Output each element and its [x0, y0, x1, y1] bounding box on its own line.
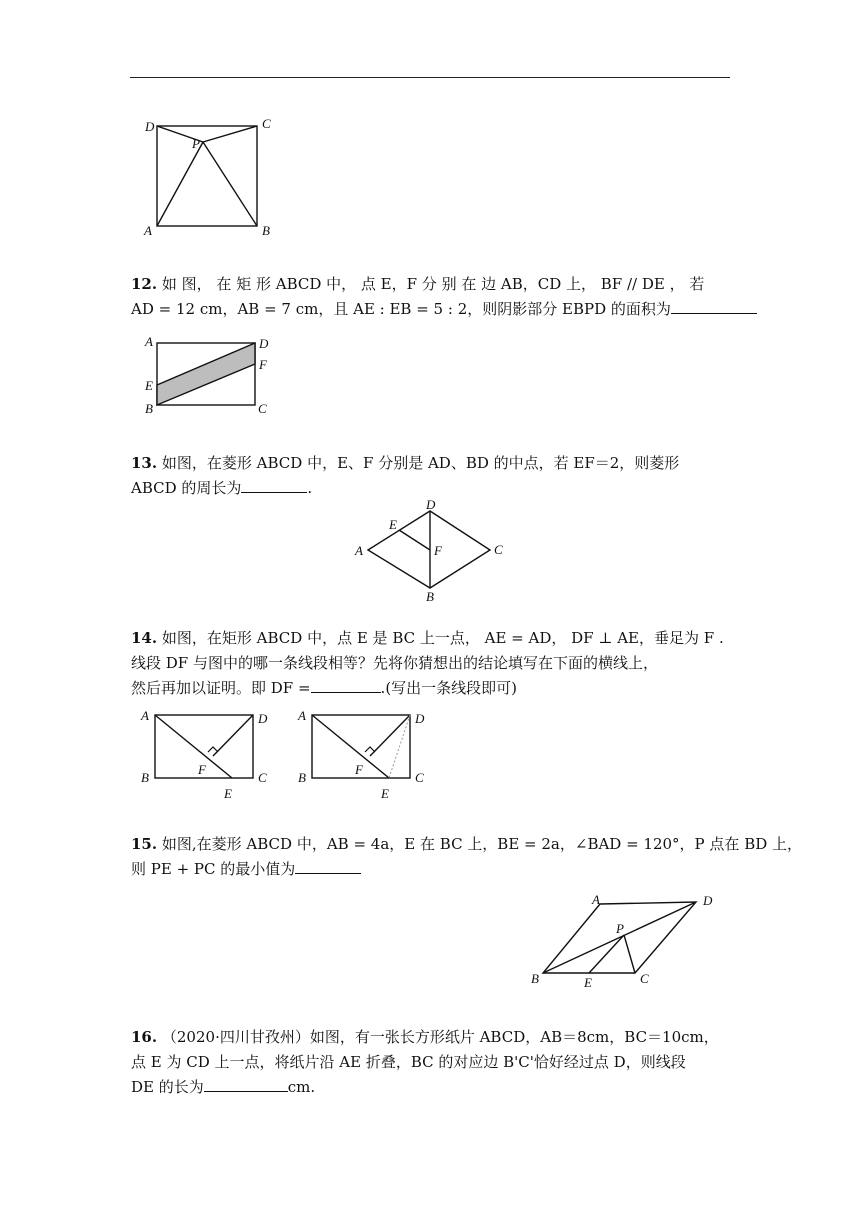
- label-C: C: [415, 770, 424, 785]
- label-F: F: [355, 762, 363, 777]
- header-rule: [130, 77, 730, 78]
- label-D: D: [258, 711, 268, 726]
- q15-number: 15.: [131, 835, 158, 853]
- q16-number: 16.: [131, 1028, 158, 1046]
- label-E: E: [224, 786, 232, 801]
- label-E: E: [145, 378, 153, 393]
- q12-answer-blank[interactable]: [671, 297, 757, 314]
- question-15: [131, 832, 803, 882]
- figure-q14-right: [295, 706, 435, 801]
- q16-line1: （2020·四川甘孜州）如图，有一张长方形纸片 ABCD，AB＝8cm，BC＝10cm，: [161, 1028, 719, 1046]
- label-B: B: [262, 223, 270, 238]
- label-B: B: [426, 589, 434, 604]
- q12-line2: AD = 12 cm，AB = 7 cm，且 AE : EB = 5 : 2，则阴影部分 EBPD 的面积为: [131, 300, 671, 318]
- q14-line3: 然后再加以证明。即 DF =: [131, 679, 311, 697]
- q13-number: 13.: [131, 454, 158, 472]
- q16-line3: DE 的长为: [131, 1078, 204, 1096]
- q14-number: 14.: [131, 629, 158, 647]
- label-P: P: [616, 921, 624, 936]
- label-D: D: [703, 893, 713, 908]
- q12-line1: 如 图， 在 矩 形 ABCD 中， 点 E，F 分 别 在 边 AB，CD 上， BF // DE ， 若: [161, 275, 705, 293]
- label-D: D: [145, 119, 155, 134]
- label-B: B: [531, 971, 539, 986]
- q14-answer-blank[interactable]: [311, 676, 381, 693]
- label-F: F: [198, 762, 206, 777]
- question-13: 13. 如图，在菱形 ABCD 中，E、F 分别是 AD、BD 的中点，若 EF＝2，则菱形 ABCD 的周长为 .: [131, 454, 680, 497]
- label-C: C: [494, 542, 503, 557]
- label-F: F: [434, 543, 442, 558]
- q16-answer-blank[interactable]: [204, 1075, 288, 1092]
- label-B: B: [141, 770, 149, 785]
- q13-answer-blank[interactable]: [241, 476, 307, 493]
- figure-q15-rhombus: [528, 890, 728, 995]
- label-B: B: [298, 770, 306, 785]
- label-D: D: [426, 497, 436, 512]
- label-E: E: [381, 786, 389, 801]
- label-F: F: [259, 357, 267, 372]
- label-D: D: [259, 336, 269, 351]
- q16-line2: 点 E 为 CD 上一点，将纸片沿 AE 折叠，BC 的对应边 B'C'恰好经过点 D，则线段: [131, 1053, 686, 1071]
- question-16: 16. （2020·四川甘孜州）如图，有一张长方形纸片 ABCD，AB＝8cm，BC＝10cm， 点 E 为 CD 上一点，将纸片沿 AE 折叠，BC 的对应边 B'C'恰好经过点 D，则线段 DE 的长为 cm.: [131, 1028, 719, 1096]
- label-A: A: [592, 892, 600, 907]
- label-A: A: [145, 334, 153, 349]
- label-A: A: [141, 708, 149, 723]
- label-D: D: [415, 711, 425, 726]
- q12-number: 12.: [131, 275, 158, 293]
- q13-line1: 如图，在菱形 ABCD 中，E、F 分别是 AD、BD 的中点，若 EF＝2，则菱形: [161, 454, 680, 472]
- q15-answer-blank[interactable]: [295, 857, 361, 874]
- label-C: C: [640, 971, 649, 986]
- label-E: E: [389, 517, 397, 532]
- label-A: A: [298, 708, 306, 723]
- label-P: P: [192, 136, 200, 151]
- label-A: A: [144, 223, 152, 238]
- q15-line1: 如图,在菱形 ABCD 中，AB = 4a，E 在 BC 上，BE = 2a，∠BAD = 120°，P 点在 BD 上，: [161, 835, 803, 853]
- label-C: C: [258, 401, 267, 416]
- q14-line2: 线段 DF 与图中的哪一条线段相等？先将你猜想出的结论填写在下面的横线上，: [131, 654, 658, 672]
- question-12: [131, 272, 731, 322]
- label-E: E: [584, 975, 592, 990]
- q14-line1: 如图，在矩形 ABCD 中，点 E 是 BC 上一点， AE = AD， DF ⊥ AE，垂足为 F .: [161, 629, 724, 647]
- q13-line2: ABCD 的周长为: [131, 479, 242, 497]
- label-B: B: [145, 401, 153, 416]
- question-14: 14. 如图，在矩形 ABCD 中，点 E 是 BC 上一点， AE = AD， DF ⊥ AE，垂足为 F . 线段 DF 与图中的哪一条线段相等？先将你猜想出的结论填写在下面的横线上， 然后再加以证明。即 DF = .(写出一条线段即可): [131, 629, 724, 697]
- figure-q14-left: [138, 706, 278, 801]
- figure-q13-rhombus: [352, 497, 512, 607]
- figure-q12-rectangle: [140, 335, 280, 420]
- label-A: A: [355, 543, 363, 558]
- figure-q11-square: [140, 115, 280, 245]
- q15-line2: 则 PE + PC 的最小值为: [131, 860, 296, 878]
- label-C: C: [258, 770, 267, 785]
- label-C: C: [262, 116, 271, 131]
